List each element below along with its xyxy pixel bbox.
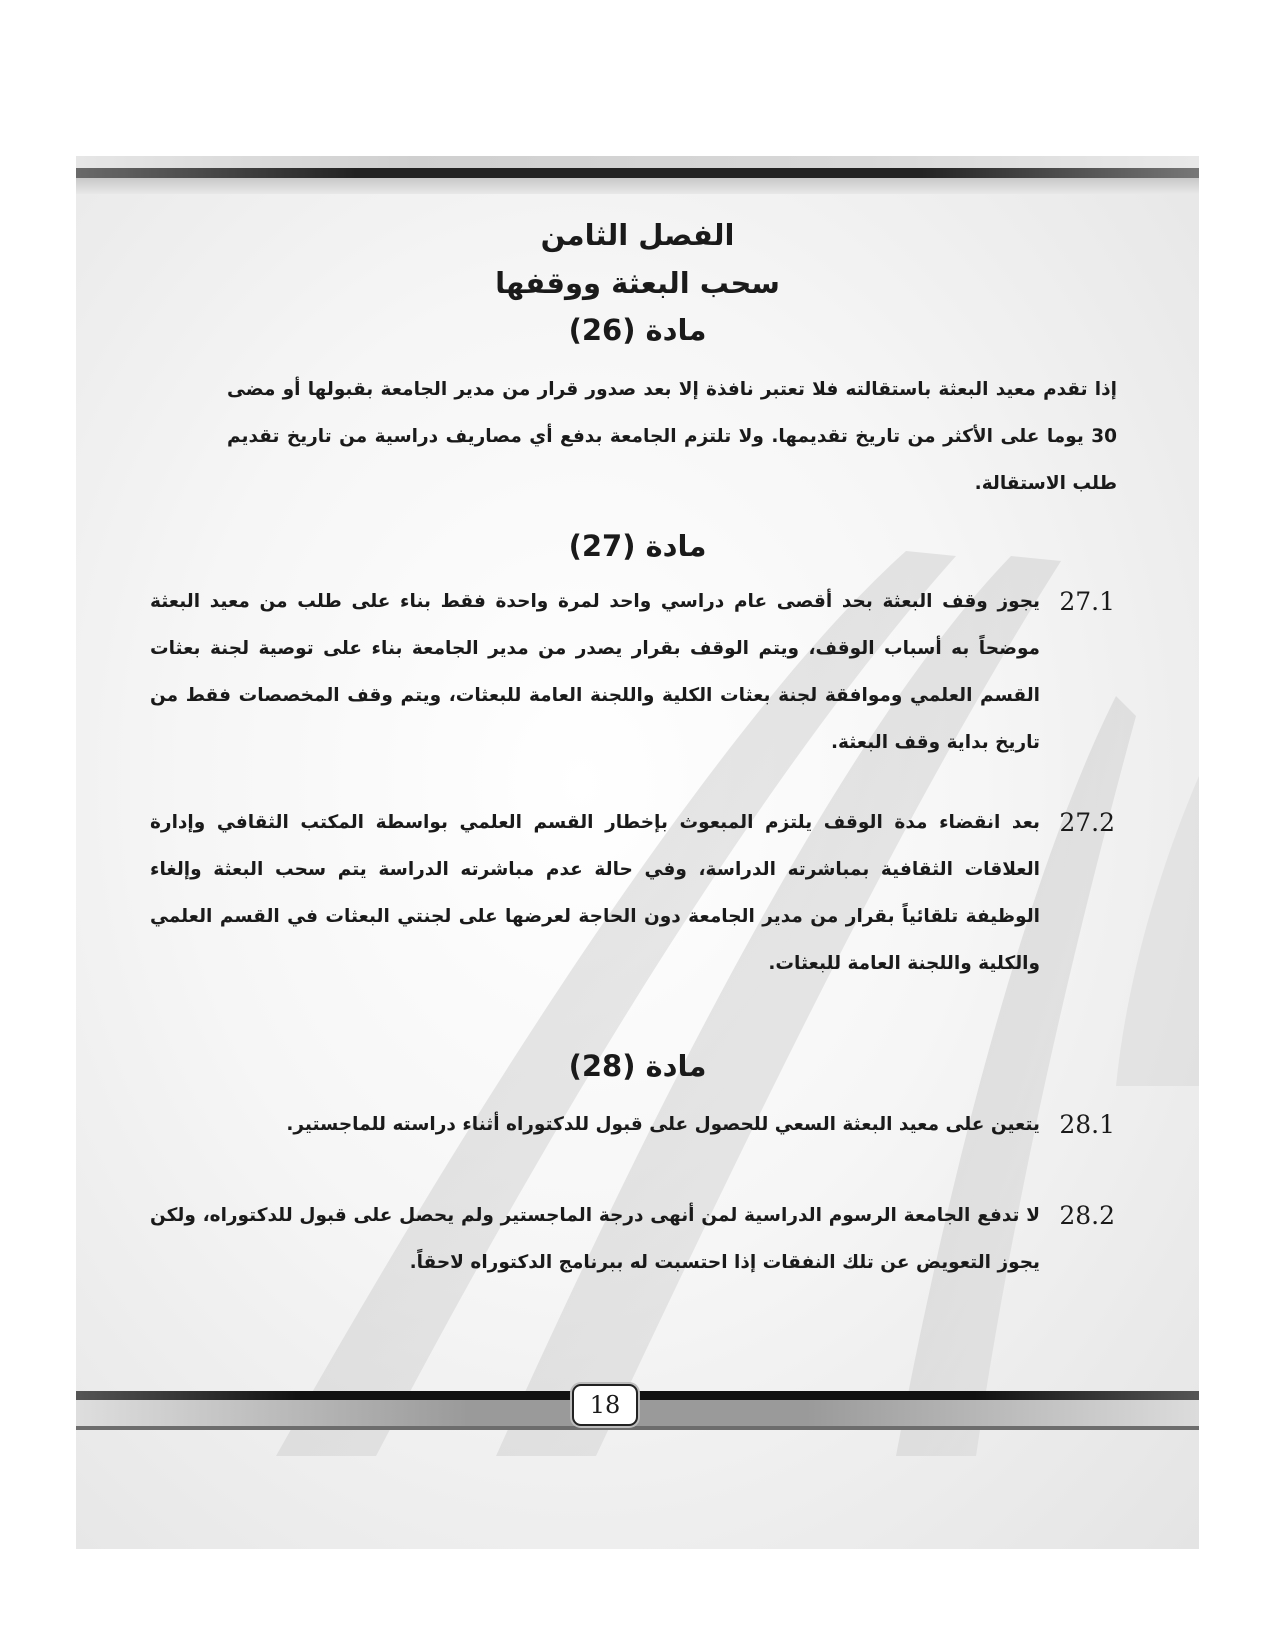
page-panel [76,156,1199,1549]
chapter-subtitle: سحب البعثة ووقفها [495,266,780,300]
item-text: يتعين على معيد البعثة السعي للحصول على قبول للدكتوراه أثناء دراسته للماجستير. [286,1114,1040,1135]
item-text: بعد انقضاء مدة الوقف يلتزم المبعوث بإخطار القسم العلمي بواسطة المكتب الثقافي وإدارة العلاقات الثقافية بمباشرته الدراسة، وفي حالة عدم مباشرته الدراسة يتم سحب البعثة وإلغاء الوظيفة تلقائياً بقرار من مدير الجامعة دون الحاجة لعرضها على لجنتي البعثات في القسم العلمي والكلية واللجنة العامة للبعثات. [150,812,1040,974]
article-heading: مادة (28) [568,1049,707,1083]
chapter-title: الفصل الثامن [540,218,735,252]
item-number: 27.1 [1059,587,1115,616]
article-item [150,578,1115,766]
article-heading: مادة (27) [568,529,707,563]
item-number: 27.2 [1059,808,1115,837]
item-text: يجوز وقف البعثة بحد أقصى عام دراسي واحد لمرة واحدة فقط بناء على طلب من معيد البعثة موضحاً به أسباب الوقف، ويتم الوقف بقرار يصدر من مدير الجامعة بناء على توصية لجنة بعثات القسم العلمي وموافقة لجنة بعثات الكلية واللجنة العامة للبعثات، ويتم وقف المخصصات فقط من تاريخ بداية وقف البعثة. [150,591,1040,753]
item-number: 28.1 [1059,1110,1115,1139]
article-item [150,1192,1115,1286]
article-item [150,799,1115,987]
page-number: 18 [572,1384,638,1426]
item-text: لا تدفع الجامعة الرسوم الدراسية لمن أنهى درجة الماجستير ولم يحصل على قبول للدكتوراه، ولكن يجوز التعويض عن تلك النفقات إذا احتسبت له ببرنامج الدكتوراه لاحقاً. [150,1205,1040,1273]
article-paragraph: إذا تقدم معيد البعثة باستقالته فلا تعتبر نافذة إلا بعد صدور قرار من مدير الجامعة بقبولها أو مضى 30 يوما على الأكثر من تاريخ تقديمها. ولا تلتزم الجامعة بدفع أي مصاريف دراسية من تاريخ تقديم طلب الاستقالة. [227,379,1117,494]
item-number: 28.2 [1059,1201,1115,1230]
article-item [150,1101,1115,1148]
article-heading: مادة (26) [568,313,707,347]
